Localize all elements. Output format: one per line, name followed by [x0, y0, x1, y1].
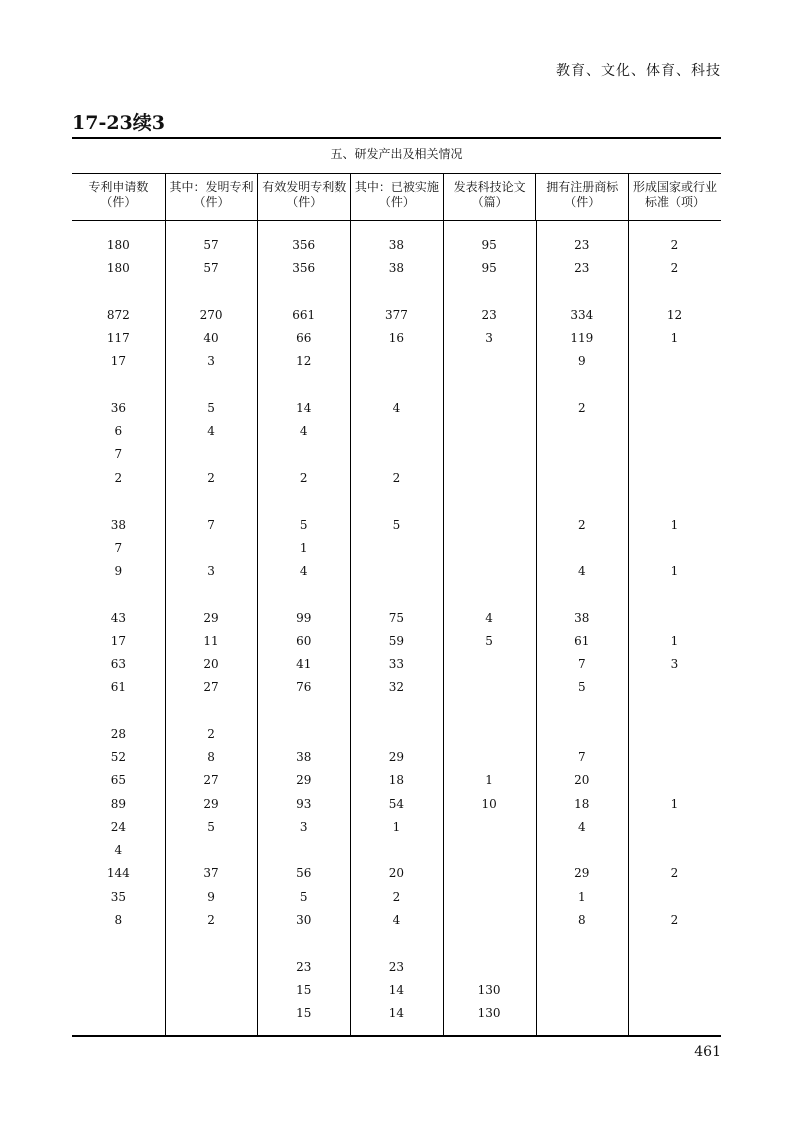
table-cell: [257, 445, 350, 463]
table-cell: 661: [292, 308, 316, 322]
table-cell: [443, 445, 536, 463]
table-cell: [443, 539, 536, 557]
table-cell: [350, 422, 443, 440]
table-cell: 334: [570, 308, 594, 322]
table-cell: 57: [203, 261, 219, 275]
table-cell: 1: [670, 518, 679, 532]
table-row: [72, 562, 721, 580]
column-header-label: 有效发明专利数: [262, 180, 347, 194]
table-cell: [535, 958, 628, 976]
table-cell: 1: [670, 331, 679, 345]
table-cell: [72, 958, 165, 976]
table-cell: 2: [392, 471, 401, 485]
table-cell: [165, 981, 258, 999]
table-cell: [443, 678, 536, 696]
table-cell: [535, 469, 628, 487]
column-header-unit: （件）: [378, 195, 415, 209]
table-cell: 3: [207, 354, 215, 368]
column-header: [443, 174, 536, 220]
table-cell: [628, 539, 721, 557]
table-row: [72, 864, 721, 882]
table-cell: 4: [207, 424, 215, 438]
table-cell: [350, 841, 443, 859]
table-cell: 4: [299, 564, 308, 578]
table-cell: 356: [292, 238, 316, 252]
table-cell: 5: [299, 518, 308, 532]
table-row: [72, 399, 721, 417]
table-cell: 2: [207, 913, 215, 927]
table-cell: 57: [203, 238, 219, 252]
table-cell: 4: [299, 424, 308, 438]
table-cell: 4: [392, 401, 401, 415]
table-cell: 119: [570, 331, 594, 345]
table-cell: 130: [477, 983, 501, 997]
table-cell: [443, 864, 536, 882]
table-cell: 8: [114, 913, 123, 927]
table-cell: 2: [670, 913, 679, 927]
table-cell: 2: [207, 471, 215, 485]
table-cell: 33: [388, 657, 405, 671]
section-title: 五、研发产出及相关情况: [330, 147, 463, 161]
table-cell: 27: [203, 680, 219, 694]
table-cell: [257, 841, 350, 859]
table-cell: 35: [110, 890, 126, 904]
table-cell: 356: [292, 261, 316, 275]
table-cell: [350, 352, 443, 370]
table-cell: 16: [388, 331, 405, 345]
table-cell: 54: [388, 797, 405, 811]
table-row: [72, 306, 721, 324]
table-cell: 2: [577, 518, 586, 532]
table-row: [72, 911, 721, 929]
table-cell: 75: [388, 611, 405, 625]
table-cell: [443, 911, 536, 929]
column-header-label: 其中：发明专利: [169, 180, 254, 194]
table-cell: 4: [577, 564, 586, 578]
table-cell: 2: [577, 401, 586, 415]
table-cell: 76: [296, 680, 312, 694]
table-cell: 37: [203, 866, 219, 880]
column-header-label: 发表科技论文: [453, 180, 526, 194]
table-cell: 38: [388, 261, 405, 275]
table-cell: 28: [110, 727, 126, 741]
table-cell: 56: [296, 866, 312, 880]
table-row: [72, 678, 721, 696]
table-cell: [165, 1004, 258, 1022]
table-cell: 17: [110, 354, 126, 368]
table-row: [72, 259, 721, 277]
table-cell: [350, 562, 443, 580]
table-cell: [535, 981, 628, 999]
table-cell: 95: [481, 261, 497, 275]
table-cell: 9: [114, 564, 123, 578]
table-cell: 4: [114, 843, 123, 857]
table-cell: 20: [574, 773, 590, 787]
table-cell: 60: [296, 634, 312, 648]
table-cell: 38: [296, 750, 312, 764]
table-cell: 2: [299, 471, 308, 485]
table-cell: 4: [577, 820, 586, 834]
table-cell: [628, 1004, 721, 1022]
table-cell: 270: [199, 308, 223, 322]
table-cell: 38: [110, 518, 126, 532]
table-cell: [535, 725, 628, 743]
table-cell: 1: [670, 797, 679, 811]
table-cell: 1: [670, 564, 679, 578]
table-cell: 27: [203, 773, 219, 787]
table-cell: [535, 445, 628, 463]
table-cell: [628, 818, 721, 836]
table-cell: 5: [392, 518, 401, 532]
column-header-unit: （篇）: [471, 195, 508, 209]
table-cell: [350, 725, 443, 743]
table-cell: 7: [114, 541, 123, 555]
table-cell: [443, 725, 536, 743]
table-cell: [628, 888, 721, 906]
table-cell: 93: [296, 797, 312, 811]
table-cell: 7: [577, 657, 586, 671]
table-cell: [350, 539, 443, 557]
table-cell: 8: [577, 913, 586, 927]
table-cell: 180: [106, 238, 130, 252]
table-cell: [628, 981, 721, 999]
table-cell: [628, 725, 721, 743]
table-cell: [165, 841, 258, 859]
table-row: [72, 516, 721, 534]
table-cell: 11: [203, 634, 219, 648]
column-header-unit: （件）: [286, 195, 323, 209]
table-cell: 1: [670, 634, 679, 648]
table-row: [72, 958, 721, 976]
table-row: [72, 352, 721, 370]
table-row: [72, 539, 721, 557]
column-header: [350, 174, 443, 220]
table-cell: 3: [485, 331, 493, 345]
table-cell: 61: [574, 634, 590, 648]
table-row: [72, 422, 721, 440]
column-header-unit: （件）: [564, 195, 601, 209]
table-cell: 43: [110, 611, 126, 625]
table-row: [72, 632, 721, 650]
table-row: [72, 236, 721, 254]
table-cell: [535, 539, 628, 557]
table-cell: [443, 748, 536, 766]
bottom-rule: [72, 1035, 721, 1037]
table-row: [72, 609, 721, 627]
table-cell: 5: [299, 890, 308, 904]
table-cell: [443, 469, 536, 487]
table-cell: 1: [577, 890, 586, 904]
column-header-unit: （件）: [193, 195, 230, 209]
table-cell: 15: [296, 1006, 312, 1020]
table-cell: [165, 958, 258, 976]
table-row: [72, 725, 721, 743]
table-cell: [443, 958, 536, 976]
table-cell: 2: [670, 238, 679, 252]
table-cell: 59: [388, 634, 405, 648]
table-cell: 2: [670, 866, 679, 880]
table-row: [72, 818, 721, 836]
table-cell: 32: [388, 680, 405, 694]
table-cell: 63: [110, 657, 126, 671]
table-cell: [628, 352, 721, 370]
table-cell: 1: [299, 541, 308, 555]
table-cell: 5: [207, 401, 215, 415]
table-cell: [72, 1004, 165, 1022]
table-row: [72, 1004, 721, 1022]
table-cell: 6: [114, 424, 123, 438]
table-cell: 144: [106, 866, 130, 880]
table-cell: [443, 655, 536, 673]
table-cell: 180: [106, 261, 130, 275]
page-number: 461: [694, 1044, 721, 1060]
table-cell: 14: [296, 401, 312, 415]
table-cell: 24: [110, 820, 126, 834]
table-cell: [165, 539, 258, 557]
table-cell: [443, 841, 536, 859]
table-cell: 40: [203, 331, 219, 345]
table-cell: [628, 609, 721, 627]
table-cell: 18: [388, 773, 405, 787]
table-cell: [628, 958, 721, 976]
table-row: [72, 841, 721, 859]
table-cell: [628, 445, 721, 463]
table-cell: [443, 422, 536, 440]
table-cell: 66: [296, 331, 312, 345]
table-cell: 1: [392, 820, 401, 834]
column-header-label: 形成国家或行业: [632, 180, 717, 194]
table-cell: 4: [485, 611, 493, 625]
table-cell: 23: [481, 308, 497, 322]
table-row: [72, 748, 721, 766]
table-cell: 5: [577, 680, 586, 694]
running-head: 教育、文化、体育、科技: [556, 63, 721, 79]
table-row: [72, 771, 721, 789]
table-cell: 18: [574, 797, 590, 811]
table-cell: 95: [481, 238, 497, 252]
table-cell: 9: [577, 354, 586, 368]
column-header-label: 拥有注册商标: [546, 180, 619, 194]
table-cell: 1: [485, 773, 493, 787]
top-rule: [72, 137, 721, 139]
table-body: [72, 220, 721, 1035]
table-cell: 23: [574, 261, 590, 275]
table-cell: 36: [110, 401, 126, 415]
table-cell: 9: [207, 890, 215, 904]
table-cell: 5: [485, 634, 493, 648]
table-row: [72, 329, 721, 347]
table-cell: [257, 725, 350, 743]
column-header: [535, 174, 628, 220]
table-cell: [628, 678, 721, 696]
table-cell: 2: [207, 727, 215, 741]
table-cell: [72, 981, 165, 999]
table-cell: 29: [574, 866, 590, 880]
table-cell: 872: [106, 308, 130, 322]
table-cell: [628, 422, 721, 440]
table-cell: [535, 1004, 628, 1022]
table-cell: [535, 422, 628, 440]
column-header: [165, 174, 258, 220]
table-cell: 5: [207, 820, 215, 834]
table-cell: 17: [110, 634, 126, 648]
table-cell: 4: [392, 913, 401, 927]
table-cell: [350, 445, 443, 463]
table-cell: 7: [114, 447, 123, 461]
table-row: [72, 469, 721, 487]
table-cell: 7: [577, 750, 586, 764]
table-row: [72, 445, 721, 463]
column-header-label: 专利申请数: [88, 180, 149, 194]
table-cell: 117: [106, 331, 130, 345]
table-cell: 99: [296, 611, 312, 625]
table-cell: 52: [110, 750, 126, 764]
table-row: [72, 655, 721, 673]
table-cell: 377: [384, 308, 408, 322]
table-row: [72, 795, 721, 813]
table-row: [72, 888, 721, 906]
column-header: [257, 174, 350, 220]
table-cell: 89: [110, 797, 126, 811]
column-header: [628, 174, 721, 220]
table-cell: 8: [207, 750, 215, 764]
table-cell: 2: [392, 890, 401, 904]
column-header: [72, 174, 165, 220]
table-cell: 15: [296, 983, 312, 997]
table-cell: [628, 399, 721, 417]
table-cell: 23: [574, 238, 590, 252]
table-cell: 14: [388, 983, 405, 997]
table-cell: [165, 445, 258, 463]
table-row: [72, 981, 721, 999]
table-cell: 12: [666, 308, 683, 322]
table-cell: 12: [296, 354, 312, 368]
table-cell: 23: [296, 960, 312, 974]
table-cell: [443, 516, 536, 534]
table-number: 17-23续3: [72, 112, 165, 134]
table-cell: 29: [203, 611, 219, 625]
table-cell: 20: [388, 866, 405, 880]
table-cell: 10: [481, 797, 497, 811]
table-cell: 2: [670, 261, 679, 275]
table-cell: 29: [388, 750, 405, 764]
table-cell: 65: [110, 773, 126, 787]
table-cell: [628, 771, 721, 789]
table-cell: [535, 841, 628, 859]
table-cell: [628, 469, 721, 487]
table-cell: 3: [207, 564, 215, 578]
table-cell: 3: [670, 657, 679, 671]
column-header-unit: （件）: [100, 195, 137, 209]
table-header: [72, 174, 721, 220]
table-cell: [443, 818, 536, 836]
table-cell: 38: [574, 611, 590, 625]
table-cell: 7: [207, 518, 215, 532]
table-cell: 20: [203, 657, 219, 671]
table-cell: 61: [110, 680, 126, 694]
table-cell: [443, 352, 536, 370]
table-cell: 38: [388, 238, 405, 252]
column-header-unit: 标准（项）: [644, 195, 705, 209]
column-header-label: 其中：已被实施: [354, 180, 439, 194]
table-cell: [443, 399, 536, 417]
table-cell: 30: [296, 913, 312, 927]
table-cell: 14: [388, 1006, 405, 1020]
table-cell: [628, 841, 721, 859]
table-cell: 41: [296, 657, 312, 671]
table-cell: 23: [388, 960, 405, 974]
table-cell: 29: [296, 773, 312, 787]
table-cell: [443, 562, 536, 580]
table-cell: 130: [477, 1006, 501, 1020]
table-cell: 3: [299, 820, 308, 834]
table-cell: [443, 888, 536, 906]
table-cell: [628, 748, 721, 766]
table-cell: 29: [203, 797, 219, 811]
table-cell: 2: [114, 471, 123, 485]
